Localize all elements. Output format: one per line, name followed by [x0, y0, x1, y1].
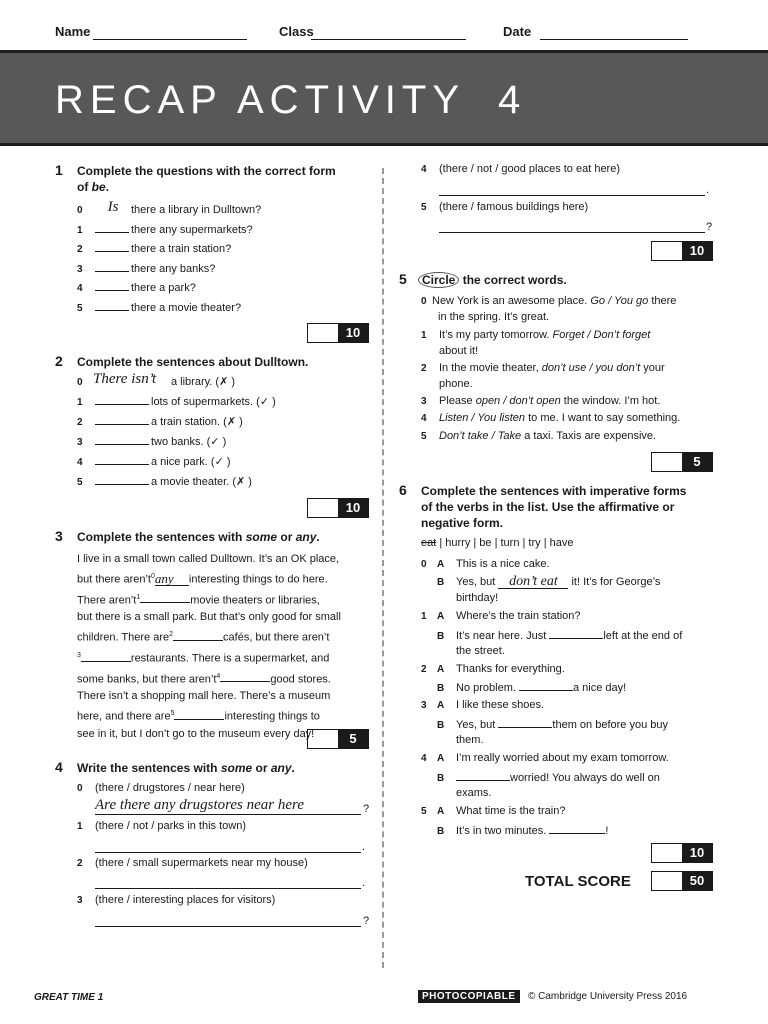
answer-blank[interactable] [95, 394, 149, 405]
answer-text: There isn’t [93, 371, 157, 387]
section-6-score: 10 [682, 844, 712, 862]
section-4-instruction: Write the sentences with some or any. [77, 761, 295, 775]
total-score-label: TOTAL SCORE [525, 873, 631, 890]
list-item: 2 there a train station? [77, 243, 232, 256]
choice-text[interactable]: Go / You go [590, 295, 649, 307]
list-item: 4 there a park? [77, 282, 196, 295]
column-divider [382, 168, 384, 968]
answer-line[interactable] [439, 232, 705, 233]
total-score: 50 [682, 872, 712, 890]
class-field[interactable] [311, 39, 466, 40]
date-label: Date [503, 24, 532, 39]
dialogue-line: B It’s near here. Just left at the end of [437, 630, 683, 642]
end-punctuation: ? [706, 221, 713, 233]
dialogue-line: 1 A Where’s the train station? [421, 610, 581, 622]
section-6-instruction: Complete the sentences with imperative forms of the verbs in the list. Use the affirmative or negative form. [421, 484, 687, 530]
total-score-box[interactable] [651, 871, 713, 891]
section-3-number: 3 [55, 528, 63, 544]
choice-text[interactable]: Forget / Don’t forget [552, 329, 651, 341]
answer-blank[interactable] [95, 474, 149, 485]
date-field[interactable] [540, 39, 688, 40]
section-1-score-box[interactable] [307, 323, 369, 343]
answer-text: Are there any drugstores near here [95, 797, 304, 813]
section-5-number: 5 [399, 271, 407, 287]
answer-blank[interactable] [95, 280, 129, 291]
section-2-score: 10 [338, 499, 368, 517]
list-item: 1 lots of supermarkets. (✓ ) [77, 396, 276, 408]
list-item: 1 (there / not / parks in this town) [77, 820, 247, 832]
answer-line[interactable] [95, 926, 361, 927]
list-item-cont: about it! [439, 345, 479, 357]
answer-blank[interactable] [498, 717, 552, 728]
section-3-instruction: Complete the sentences with some or any. [77, 530, 320, 544]
dialogue-line: 3 A I like these shoes. [421, 699, 545, 711]
choice-text[interactable]: don’t use / you don’t [541, 362, 641, 374]
end-punctuation: . [362, 841, 366, 853]
answer-text: don’t eat [498, 576, 568, 589]
dialogue-line: 2 A Thanks for everything. [421, 663, 565, 675]
dialogue-line: B Yes, but don’t eat it! It’s for George’s [437, 574, 661, 589]
dialogue-cont: birthday! [456, 592, 499, 604]
answer-blank[interactable] [456, 770, 510, 781]
answer-blank[interactable] [519, 680, 573, 691]
list-item: 2 a train station. (✗ ) [77, 416, 243, 428]
dialogue-cont: exams. [456, 787, 492, 799]
list-item: 0 Is there a library in Dulltown? [77, 199, 262, 216]
list-item: 0 New York is an awesome place. Go / You go there [421, 295, 677, 307]
list-item: 4 Listen / You listen to me. I want to say something. [421, 412, 681, 424]
section-2-items [77, 371, 276, 494]
list-item: 5 a movie theater. (✗ ) [77, 476, 252, 488]
list-item: 3 (there / interesting places for visitors) [77, 894, 276, 906]
section-6-score-box[interactable] [651, 843, 713, 863]
dialogue-cont: the street. [456, 645, 505, 657]
answer-line[interactable] [95, 888, 361, 889]
list-item: 3 Please open / don’t open the window. I’m hot. [421, 395, 661, 407]
dialogue-line: B worried! You always do well on [437, 772, 660, 784]
section-2-score-box[interactable] [307, 498, 369, 518]
answer-blank[interactable] [549, 628, 603, 639]
answer-blank[interactable] [173, 630, 223, 641]
answer-blank[interactable] [95, 261, 129, 272]
section-4-score-box[interactable] [651, 241, 713, 261]
choice-text[interactable]: Listen / You listen [439, 412, 526, 424]
list-item: 3 two banks. (✓ ) [77, 436, 227, 448]
section-5-score-box[interactable] [651, 452, 713, 472]
section-3-score-box[interactable] [307, 729, 369, 749]
answer-line[interactable] [95, 852, 361, 853]
answer-blank[interactable] [95, 222, 129, 233]
answer-blank[interactable] [95, 300, 129, 311]
answer-text: Is [107, 199, 119, 215]
section-2-instruction: Complete the sentences about Dulltown. [77, 355, 309, 369]
answer-line[interactable] [95, 814, 361, 815]
end-punctuation: ? [363, 803, 370, 815]
answer-blank[interactable] [174, 709, 224, 720]
section-5-items [421, 294, 711, 446]
list-item: 5 there a movie theater? [77, 301, 242, 314]
answer-line[interactable] [439, 195, 705, 196]
dialogue-cont: them. [456, 734, 484, 746]
list-item: 3 there any banks? [77, 262, 216, 275]
section-4-number: 4 [55, 759, 63, 775]
section-6-dialogues [421, 557, 721, 839]
dialogue-line: 5 A What time is the train? [421, 805, 566, 817]
answer-blank[interactable] [220, 671, 270, 682]
class-label: Class [279, 24, 314, 39]
list-item: 2 In the movie theater, don’t use / you don’t your [421, 362, 665, 374]
section-1-items [77, 199, 262, 320]
name-field[interactable] [93, 39, 247, 40]
answer-blank[interactable] [95, 241, 129, 252]
section-3-paragraph: I live in a small town called Dulltown. It’s an OK place, but there $aren’t^0any$ interesting things to do here. There $aren’t^1$ movie theaters or libraries, but there is a small park. But that’s only good for small children. There are$^2$ cafés, but there aren’t $^3$ restaurants. There is a supermarket, and some banks, but there $aren’t^4$ good stores. There isn’t a shopping mall here. There’s a museum here, and there are$^5$ interesting things to see in it, but I don’t go to the museum every day! [77, 553, 341, 740]
verb-list: eat | hurry | be | turn | try | have [421, 537, 574, 549]
answer-blank[interactable] [95, 434, 149, 445]
list-item: 5 Don’t take / Take a taxi. Taxis are expensive. [421, 430, 657, 442]
section-5-score: 5 [682, 453, 712, 471]
list-item: 1 It’s my party tomorrow. Forget / Don’t forget [421, 329, 651, 341]
answer-text: any [155, 573, 189, 586]
section-1-instruction: Complete the questions with the correct form of be. [77, 164, 336, 194]
section-1-score: 10 [338, 324, 368, 342]
section-4-score: 10 [682, 242, 712, 260]
end-punctuation: . [706, 184, 710, 196]
section-3-score: 5 [338, 730, 368, 748]
section-6-number: 6 [399, 482, 407, 498]
activity-number: 4 [498, 78, 521, 122]
section-1-number: 1 [55, 162, 63, 178]
end-punctuation: ? [363, 915, 370, 927]
end-punctuation: . [362, 877, 366, 889]
dialogue-line: 0 A This is a nice cake. [421, 558, 550, 570]
answer-blank[interactable] [81, 651, 131, 662]
list-item: 4 a nice park. (✓ ) [77, 456, 231, 468]
list-item: 4 (there / not / good places to eat here) [421, 163, 621, 175]
choice-text[interactable]: Don’t take / Take [439, 430, 522, 442]
list-item: 1 there any supermarkets? [77, 223, 253, 236]
page-title: RECAP ACTIVITY [55, 78, 466, 122]
choice-text[interactable]: open / don’t open [475, 395, 561, 407]
dialogue-line: B It’s in two minutes. ! [437, 825, 609, 837]
list-item: 0 There isn’t a library. (✗ ) [77, 371, 236, 388]
name-label: Name [55, 24, 91, 39]
answer-blank[interactable] [95, 414, 149, 425]
dialogue-line: B No problem. a nice day! [437, 682, 627, 694]
dialogue-line: 4 A I’m really worried about my exam tomorrow. [421, 752, 669, 764]
list-item: 5 (there / famous buildings here) [421, 201, 589, 213]
list-item: 0 (there / drugstores / near here) [77, 782, 245, 794]
list-item: 2 (there / small supermarkets near my house) [77, 857, 308, 869]
photocopiable-badge: PHOTOCOPIABLE [418, 990, 520, 1003]
list-item-cont: phone. [439, 378, 473, 390]
section-5-instruction: Circle the correct words. [421, 272, 567, 288]
answer-blank[interactable] [140, 592, 190, 603]
copyright: © Cambridge University Press 2016 [528, 991, 688, 1002]
section-2-number: 2 [55, 353, 63, 369]
answer-blank[interactable] [95, 454, 149, 465]
answer-blank[interactable] [549, 823, 605, 834]
dialogue-line: B Yes, but them on before you buy [437, 719, 668, 731]
list-item-cont: in the spring. It’s great. [438, 311, 550, 323]
book-title: GREAT TIME 1 [34, 992, 104, 1003]
